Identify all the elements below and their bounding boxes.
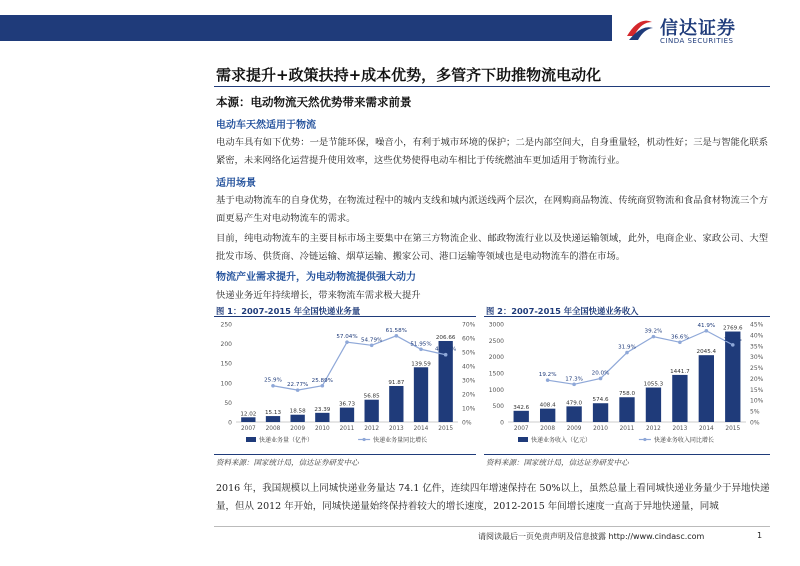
y2-tick-label: 40%	[462, 363, 476, 371]
y2-tick-label: 10%	[750, 397, 764, 405]
bar-data-label: 574.6	[592, 397, 609, 404]
y-tick-label: 1000	[488, 386, 504, 394]
footer-disclaimer: 请阅读最后一页免责声明及信息披露 http://www.cindasc.com	[478, 532, 705, 541]
bar-data-label: 139.59	[411, 361, 431, 368]
y-tick-label: 500	[492, 403, 504, 411]
bar	[646, 388, 661, 422]
page-number: 1	[757, 531, 763, 540]
figure-1-bottom-rule	[214, 454, 476, 455]
y2-tick-label: 15%	[750, 386, 764, 394]
bar	[672, 375, 687, 422]
x-tick-label: 2013	[672, 426, 688, 432]
y-tick-label: 100	[220, 380, 232, 388]
section-body-3: 快递业务近年持续增长，带来物流车需求极大提升	[216, 290, 421, 301]
y2-tick-label: 50%	[462, 349, 476, 357]
bar-data-label: 758.0	[618, 391, 636, 398]
figure-2-title: 图 2：2007-2015 年全国快递业务收入	[486, 306, 639, 316]
growth-data-label: 20.0%	[591, 370, 610, 377]
bar	[389, 386, 403, 422]
logo-subtext: CINDA SECURITIES	[660, 37, 734, 45]
bar-data-label: 56.85	[363, 393, 380, 400]
section-body-2a: 基于电动物流车的自身优势，在物流过程中的城内支线和城内派送线两个层次，在网购商品物流、传统商贸物流和食品食材物流三个方面更易产生对电动物流车的需求。	[216, 195, 768, 224]
figure-1-title: 图 1：2007-2015 年全国快递业务量	[216, 306, 361, 316]
growth-data-label: 17.3%	[565, 376, 584, 383]
x-tick-label: 2013	[388, 426, 404, 432]
bar-data-label: 206.66	[435, 334, 456, 341]
growth-data-label: 19.2%	[538, 372, 557, 379]
y-tick-label: 3000	[488, 321, 504, 329]
y2-tick-label: 0%	[462, 419, 472, 427]
legend-bar-swatch	[246, 437, 256, 442]
y-tick-label: 0	[228, 419, 232, 427]
growth-point	[419, 347, 423, 351]
bar-data-label: 23.39	[314, 406, 331, 413]
bar-data-label: 1441.7	[670, 368, 690, 375]
bar-data-label: 1055.3	[643, 381, 664, 388]
logo-mark-icon	[624, 14, 654, 44]
growth-point	[678, 340, 682, 344]
growth-point	[345, 340, 349, 344]
x-tick-label: 2014	[698, 426, 714, 432]
bar	[540, 409, 555, 422]
bottom-paragraph: 2016 年，我国规模以上同城快递业务量达 74.1 亿件，连续四年增速保持在 50%以上，虽然总量上看同城快递业务量少于异地快递量，但从 2012 年开始，同城快递量始终保持着较大的增长速度，2012-2015 年间增长速度一直高于异地快递量，同城	[216, 483, 770, 512]
growth-point	[599, 377, 603, 381]
y2-tick-label: 45%	[750, 321, 764, 329]
growth-data-label: 25.89%	[311, 377, 334, 384]
y2-tick-label: 25%	[750, 365, 764, 373]
growth-point	[572, 383, 576, 387]
x-tick-label: 2009	[566, 426, 582, 432]
bar	[340, 408, 354, 422]
growth-data-label: 57.04%	[336, 334, 358, 341]
bar-data-label: 342.6	[513, 404, 530, 411]
growth-data-label: 35.4%	[723, 336, 742, 343]
growth-data-label: 48.05%	[434, 346, 457, 353]
footer-divider	[214, 526, 770, 527]
x-tick-label: 2011	[619, 426, 635, 432]
y-tick-label: 50	[224, 399, 232, 407]
y-tick-label: 150	[220, 360, 232, 368]
legend-bar-swatch	[518, 437, 528, 442]
y2-tick-label: 5%	[750, 408, 760, 416]
header-bar	[0, 15, 612, 41]
x-tick-label: 2007	[240, 426, 256, 432]
legend-line-marker	[363, 438, 366, 441]
y2-tick-label: 0%	[750, 419, 760, 427]
bar-data-label: 479.0	[566, 400, 583, 407]
growth-data-label: 31.9%	[618, 344, 636, 351]
bar-data-label: 15.13	[264, 410, 282, 417]
y2-tick-label: 35%	[750, 343, 764, 351]
y-tick-label: 250	[220, 321, 232, 329]
y2-tick-label: 60%	[462, 335, 476, 343]
figure-1-rule	[214, 316, 476, 317]
x-tick-label: 2008	[265, 426, 281, 432]
y2-tick-label: 30%	[462, 377, 476, 385]
growth-point	[296, 388, 300, 392]
y-tick-label: 2000	[488, 354, 504, 362]
bar	[365, 400, 379, 422]
x-tick-label: 2012	[364, 426, 380, 432]
figure-2-source: 资料来源：国家统计局，信达证券研发中心	[486, 458, 629, 467]
y2-tick-label: 10%	[462, 405, 476, 413]
bar	[566, 406, 581, 422]
growth-data-label: 36.6%	[670, 334, 689, 341]
x-tick-label: 2011	[339, 426, 355, 432]
y-tick-label: 0	[500, 419, 504, 427]
x-tick-label: 2009	[290, 426, 306, 432]
bar-data-label: 36.73	[338, 401, 356, 408]
bar-data-label: 408.4	[539, 402, 556, 409]
growth-point	[705, 329, 709, 333]
section-subtitle: 本源：电动物流天然优势带来需求前景	[216, 95, 412, 109]
legend-bar-label: 快递业务收入（亿元）	[531, 437, 592, 444]
bar	[593, 403, 608, 422]
y2-tick-label: 20%	[750, 375, 764, 383]
title-divider	[214, 86, 770, 87]
logo-text: 信达证券	[660, 18, 736, 39]
growth-data-label: 39.2%	[644, 328, 663, 335]
legend-line-label: 快递业务量同比增长	[373, 437, 428, 444]
growth-point	[546, 378, 550, 382]
x-tick-label: 2007	[513, 426, 529, 432]
bar-data-label: 2045.4	[696, 349, 717, 356]
bar-data-label: 91.87	[388, 379, 405, 386]
bar	[241, 417, 255, 422]
growth-point	[271, 384, 275, 388]
growth-point	[444, 353, 448, 357]
bar	[619, 397, 634, 422]
growth-point	[395, 334, 399, 338]
growth-data-label: 54.79%	[360, 337, 383, 344]
figure-2-rule	[484, 316, 770, 317]
bar	[699, 355, 714, 422]
figure-1-source: 资料来源：国家统计局，信达证券研发中心	[216, 458, 359, 467]
figure-2-bottom-rule	[484, 454, 770, 455]
bar-data-label: 12.02	[240, 411, 257, 418]
y2-tick-label: 20%	[462, 391, 476, 399]
x-tick-label: 2015	[438, 426, 454, 432]
section-heading-3: 物流产业需求提升，为电动物流提供强大动力	[216, 272, 416, 283]
y2-tick-label: 30%	[750, 354, 764, 362]
bar	[266, 416, 280, 422]
x-tick-label: 2010	[593, 426, 608, 432]
x-tick-label: 2012	[646, 426, 661, 432]
growth-data-label: 22.77%	[286, 382, 309, 389]
legend-line-label: 快递业务收入同比增长	[653, 437, 714, 444]
logo	[624, 10, 774, 50]
bar-data-label: 18.58	[289, 408, 306, 415]
y-tick-label: 2500	[488, 337, 504, 345]
growth-point	[625, 351, 629, 355]
y-tick-label: 200	[220, 341, 232, 349]
growth-point	[652, 335, 656, 339]
growth-data-label: 41.9%	[697, 322, 716, 329]
x-tick-label: 2010	[314, 426, 330, 432]
y2-tick-label: 70%	[462, 321, 476, 329]
growth-point	[370, 343, 374, 347]
bar	[414, 367, 428, 422]
x-tick-label: 2008	[540, 426, 556, 432]
section-body-1: 电动车具有如下优势：一是节能环保，噪音小，有利于城市环境的保护；二是内部空间大，自身重量轻，机动性好；三是与智能化联系紧密，未来网络化运营提升使用效率，这些优势使得电动车相比于传统燃油车更加适用于物流行业。	[216, 137, 768, 166]
bar-data-label: 2769.6	[722, 325, 743, 332]
chart-1	[214, 318, 478, 452]
x-tick-label: 2014	[413, 426, 429, 432]
growth-point	[321, 384, 325, 388]
growth-point	[731, 343, 735, 347]
growth-data-label: 25.9%	[264, 377, 282, 384]
chart-2	[484, 318, 770, 452]
legend-line-marker	[643, 438, 646, 441]
section-heading-1: 电动车天然适用于物流	[216, 120, 316, 131]
growth-data-label: 61.58%	[385, 327, 408, 334]
bar	[315, 413, 329, 422]
y-tick-label: 1500	[488, 370, 504, 378]
section-body-2b: 目前，纯电动物流车的主要目标市场主要集中在第三方物流企业、邮政物流行业以及快递运输领域，此外，电商企业、家政公司、大型批发市场、供货商、冷链运输、烟草运输、搬家公司、港口运输等领域也是电动物流车的潜在市场。	[216, 233, 768, 262]
bar	[291, 415, 305, 422]
section-heading-2: 适用场景	[216, 178, 256, 189]
y2-tick-label: 40%	[750, 332, 764, 340]
legend-bar-label: 快递业务量（亿件）	[259, 437, 314, 444]
bar	[514, 411, 529, 422]
growth-data-label: 51.95%	[410, 341, 432, 348]
page-title: 需求提升+政策扶持+成本优势，多管齐下助推物流电动化	[216, 66, 602, 84]
x-tick-label: 2015	[725, 426, 741, 432]
